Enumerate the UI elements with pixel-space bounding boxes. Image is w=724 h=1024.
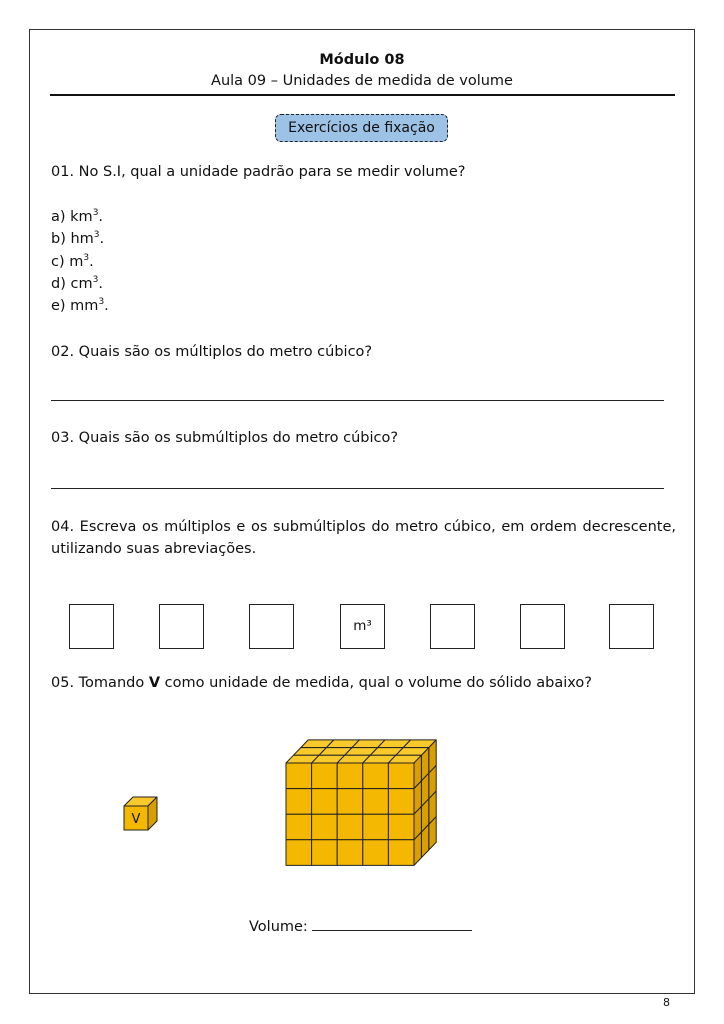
option-b: b) $hm^3$. — [51, 230, 105, 248]
question-05-unit-v: V — [148, 675, 161, 691]
question-01: 01. No S.I, qual a unidade padrão para se medir volume? — [51, 164, 466, 180]
solid-front-cell — [337, 814, 363, 840]
unit-cube-label: V — [131, 812, 141, 827]
volume-answer — [249, 916, 472, 935]
option-a: a) $km^3$. — [51, 208, 104, 225]
solid-front-cell — [286, 840, 312, 866]
solid-front-cell — [363, 840, 389, 866]
volume-blank[interactable] — [312, 916, 472, 931]
solid-front-cell — [312, 789, 338, 815]
question-05-text-b: como unidade de medida, qual o volume do sólido abaixo? — [160, 675, 592, 691]
solid-front-cell — [363, 789, 389, 815]
solid-front-cell — [337, 789, 363, 815]
option-d: d) $cm^3$. — [51, 274, 103, 292]
solid-front-cell — [363, 814, 389, 840]
cube-solid — [286, 740, 436, 866]
question-02: 02. Quais são os múltiplos do metro cúbico? — [51, 344, 373, 360]
solid-front-cell — [388, 789, 414, 815]
unit-box-m3-label: m³ — [353, 618, 372, 634]
question-03: 03. Quais são os submúltiplos do metro cúbico? — [51, 430, 399, 446]
option-c: c) $m^3$. — [51, 252, 94, 270]
exercises-badge: Exercícios de fixação — [275, 114, 448, 142]
option-e: e) $mm^3$. — [51, 297, 109, 315]
module-title: Módulo 08 — [319, 52, 405, 68]
solid-front-cell — [312, 814, 338, 840]
solid-front-cell — [388, 763, 414, 789]
question-04: 04. Escreva os múltiplos e os submúltiplos do metro cúbico, em ordem decrescente, utilizando suas abreviações. — [51, 519, 676, 557]
solid-front-cell — [363, 763, 389, 789]
volume-label: Volume: — [249, 919, 308, 935]
solid-front-cell — [337, 763, 363, 789]
unit-cube-v — [124, 797, 157, 830]
solid-front-cell — [286, 814, 312, 840]
lesson-title: Aula 09 – Unidades de medida de volume — [211, 73, 513, 89]
question-05-text-a: 05. Tomando — [51, 675, 149, 691]
solid-front-cell — [286, 789, 312, 815]
solid-front-cell — [312, 763, 338, 789]
solid-front-cell — [388, 814, 414, 840]
solid-front-cell — [286, 763, 312, 789]
page-number: 8 — [663, 996, 670, 1009]
solid-front-cell — [312, 840, 338, 866]
solid-front-cell — [388, 840, 414, 866]
solid-front-cell — [337, 840, 363, 866]
